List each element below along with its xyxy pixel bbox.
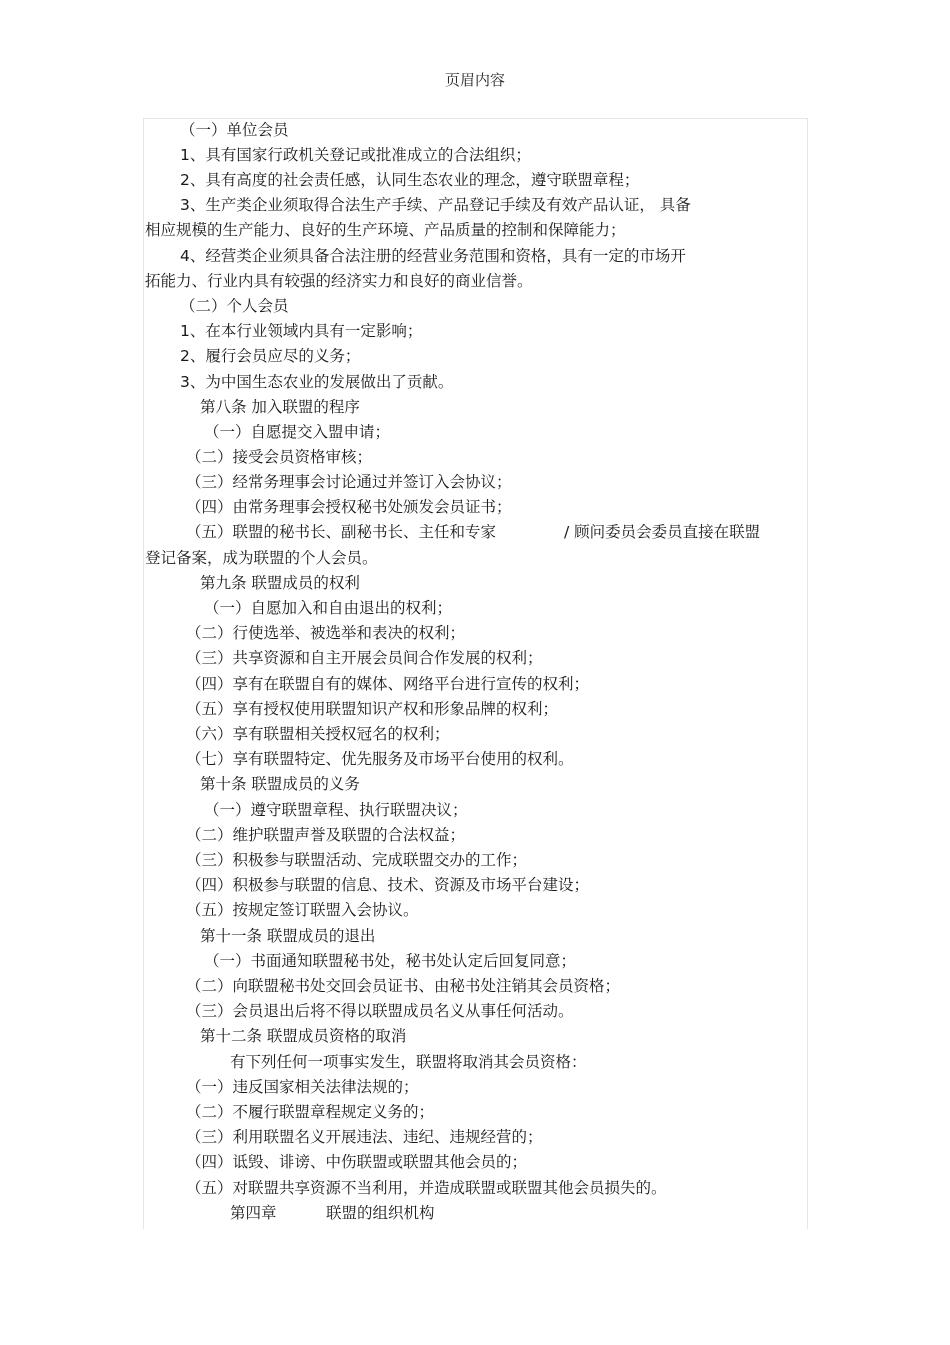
list-item: （四）享有在联盟自有的媒体、网络平台进行宣传的权利； [186, 675, 590, 693]
list-item: （一）自愿提交入盟申请； [204, 423, 391, 441]
paragraph-line: 登记备案，成为联盟的个人会员。 [145, 549, 378, 567]
list-item: （七）享有联盟特定、优先服务及市场平台使用的权利。 [186, 750, 574, 768]
list-item: （三）会员退出后将不得以联盟成员名义从事任何活动。 [186, 1002, 574, 1020]
list-item: （四）由常务理事会授权秘书处颁发会员证书； [186, 498, 512, 516]
section-heading: （二）个人会员 [180, 297, 289, 315]
list-item: （五）联盟的秘书长、副秘书长、主任和专家 [186, 523, 497, 541]
list-item: （五）对联盟共享资源不当利用，并造成联盟或联盟其他会员损失的。 [186, 1179, 667, 1197]
list-item: （三）共享资源和自主开展会员间合作发展的权利； [186, 649, 543, 667]
list-item: （二）接受会员资格审核； [186, 448, 373, 466]
list-item: （三）积极参与联盟活动、完成联盟交办的工作； [186, 851, 528, 869]
chapter-number: 第四章 [230, 1204, 277, 1222]
paragraph-line: 3、为中国生态农业的发展做出了贡献。 [180, 373, 454, 391]
article-heading: 第十条 联盟成员的义务 [200, 775, 360, 793]
list-item: （四）积极参与联盟的信息、技术、资源及市场平台建设； [186, 876, 590, 894]
list-item: （二）行使选举、被选举和表决的权利； [186, 624, 466, 642]
list-item: （二）不履行联盟章程规定义务的； [186, 1103, 435, 1121]
list-item: （一）书面通知联盟秘书处，秘书处认定后回复同意； [204, 952, 577, 970]
article-heading: 第九条 联盟成员的权利 [200, 574, 360, 592]
list-item: （二）维护联盟声誉及联盟的合法权益； [186, 826, 466, 844]
paragraph-line: 1、具有国家行政机关登记或批准成立的合法组织； [180, 146, 531, 164]
list-item: （一）违反国家相关法律法规的； [186, 1078, 419, 1096]
list-item: （四）诋毁、诽谤、中伤联盟或联盟其他会员的； [186, 1153, 528, 1171]
paragraph-line: 有下列任何一项事实发生，联盟将取消其会员资格： [230, 1053, 587, 1071]
list-item: （一）遵守联盟章程、执行联盟决议； [204, 801, 468, 819]
list-item: （一）自愿加入和自由退出的权利； [204, 599, 453, 617]
paragraph-line: 拓能力、行业内具有较强的经济实力和良好的商业信誉。 [145, 272, 533, 290]
paragraph-line: 1、在本行业领域内具有一定影响； [180, 322, 423, 340]
paragraph-line: 2、具有高度的社会责任感，认同生态农业的理念，遵守联盟章程； [180, 171, 640, 189]
article-heading: 第十一条 联盟成员的退出 [200, 927, 376, 945]
article-heading: 第八条 加入联盟的程序 [200, 398, 360, 416]
paragraph-line: 相应规模的生产能力、良好的生产环境、产品质量的控制和保障能力； [145, 221, 626, 239]
list-item: （二）向联盟秘书处交回会员证书、由秘书处注销其会员资格； [186, 977, 621, 995]
list-item: （六）享有联盟相关授权冠名的权利； [186, 725, 450, 743]
list-item-continuation: / 顾问委员会委员直接在联盟 [564, 523, 761, 541]
paragraph-line: 4、经营类企业须具备合法注册的经营业务范围和资格，具有一定的市场开 [180, 247, 686, 265]
list-item: （三）利用联盟名义开展违法、违纪、违规经营的； [186, 1128, 543, 1146]
list-item: （三）经常务理事会讨论通过并签订入会协议； [186, 473, 512, 491]
page-header: 页眉内容 [444, 71, 505, 89]
list-item: （五）按规定签订联盟入会协议。 [186, 901, 419, 919]
paragraph-line: 2、履行会员应尽的义务； [180, 347, 361, 365]
chapter-title: 联盟的组织机构 [326, 1204, 435, 1222]
paragraph-line: 3、生产类企业须取得合法生产手续、产品登记手续及有效产品认证， 具备 [180, 196, 691, 214]
article-heading: 第十二条 联盟成员资格的取消 [200, 1027, 407, 1045]
list-item: （五）享有授权使用联盟知识产权和形象品牌的权利； [186, 700, 559, 718]
section-heading: （一）单位会员 [180, 121, 289, 139]
